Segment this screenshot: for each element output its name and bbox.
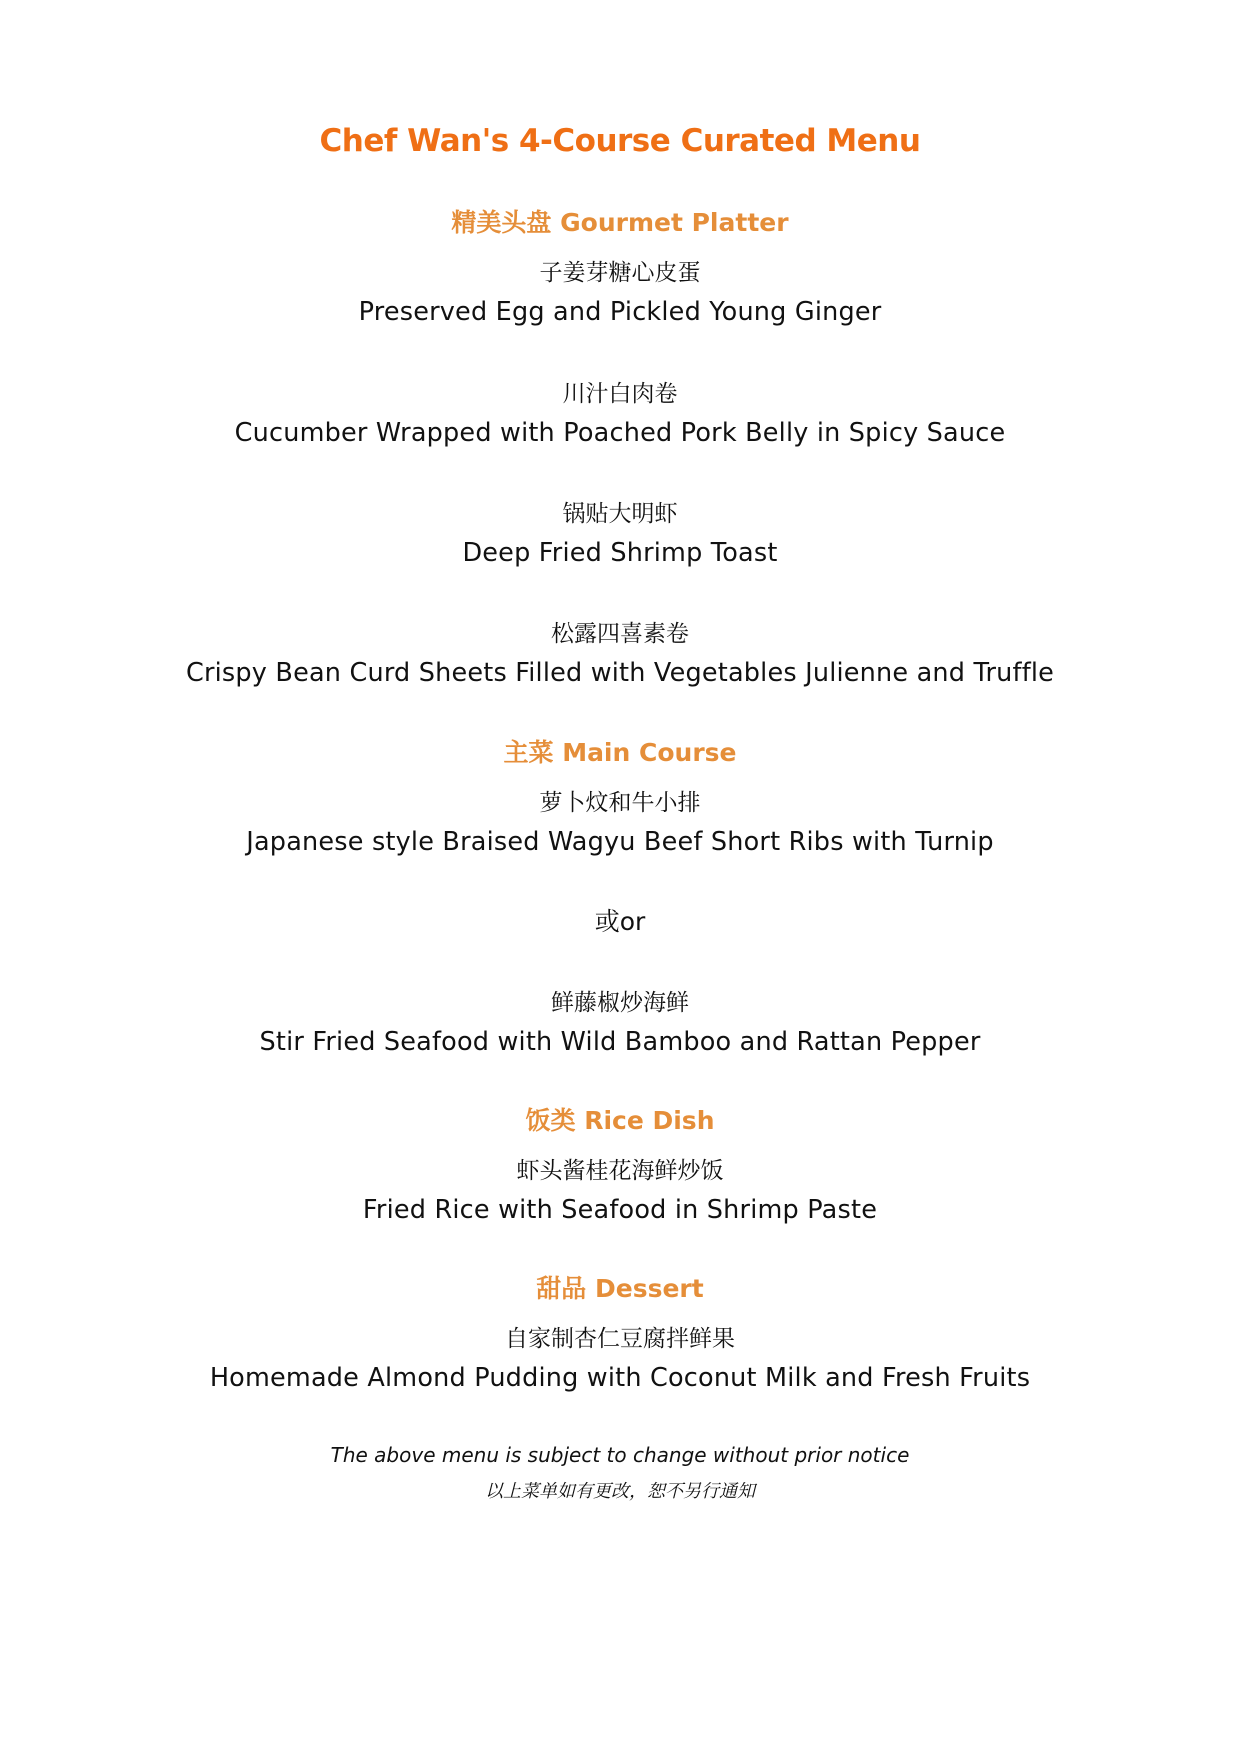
dish-name-zh: 松露四喜素卷 [551, 621, 689, 647]
dish-name-zh: 萝卜炆和牛小排 [539, 790, 701, 816]
dish-name-en: Preserved Egg and Pickled Young Ginger [358, 297, 882, 327]
section-heading-gourmet-platter: 精美头盘 Gourmet Platter [451, 208, 789, 237]
dish-name-en: Fried Rice with Seafood in Shrimp Paste [362, 1195, 878, 1225]
dish-name-zh: 子姜芽糖心皮蛋 [539, 260, 701, 286]
dish-name-en: Homemade Almond Pudding with Coconut Milk and Fresh Fruits [209, 1363, 1031, 1393]
dish-name-zh: 鲜藤椒炒海鲜 [551, 990, 689, 1016]
or-separator: 或or [594, 907, 646, 936]
section-heading-main-course: 主菜 Main Course [503, 738, 737, 767]
notice-en: The above menu is subject to change without prior notice [330, 1443, 910, 1467]
dish-name-zh: 自家制杏仁豆腐拌鲜果 [505, 1326, 735, 1352]
dish-name-en: Cucumber Wrapped with Poached Pork Belly in Spicy Sauce [234, 418, 1006, 448]
dish-name-en: Deep Fried Shrimp Toast [462, 538, 778, 568]
dish-name-en: Stir Fried Seafood with Wild Bamboo and Rattan Pepper [259, 1027, 981, 1057]
section-heading-dessert: 甜品 Dessert [536, 1274, 704, 1303]
dish-name-en: Japanese style Braised Wagyu Beef Short Ribs with Turnip [246, 827, 994, 857]
dish-name-zh: 川汁白肉卷 [562, 381, 678, 407]
dish-name-zh: 虾头酱桂花海鲜炒饭 [516, 1158, 724, 1184]
dish-name-en: Crispy Bean Curd Sheets Filled with Vegetables Julienne and Truffle [185, 658, 1055, 688]
section-heading-rice-dish: 饭类 Rice Dish [525, 1106, 715, 1135]
notice-zh: 以上菜单如有更改，恕不另行通知 [485, 1481, 755, 1502]
menu-title: Chef Wan's 4-Course Curated Menu [319, 123, 921, 159]
dish-name-zh: 锅贴大明虾 [562, 501, 678, 527]
